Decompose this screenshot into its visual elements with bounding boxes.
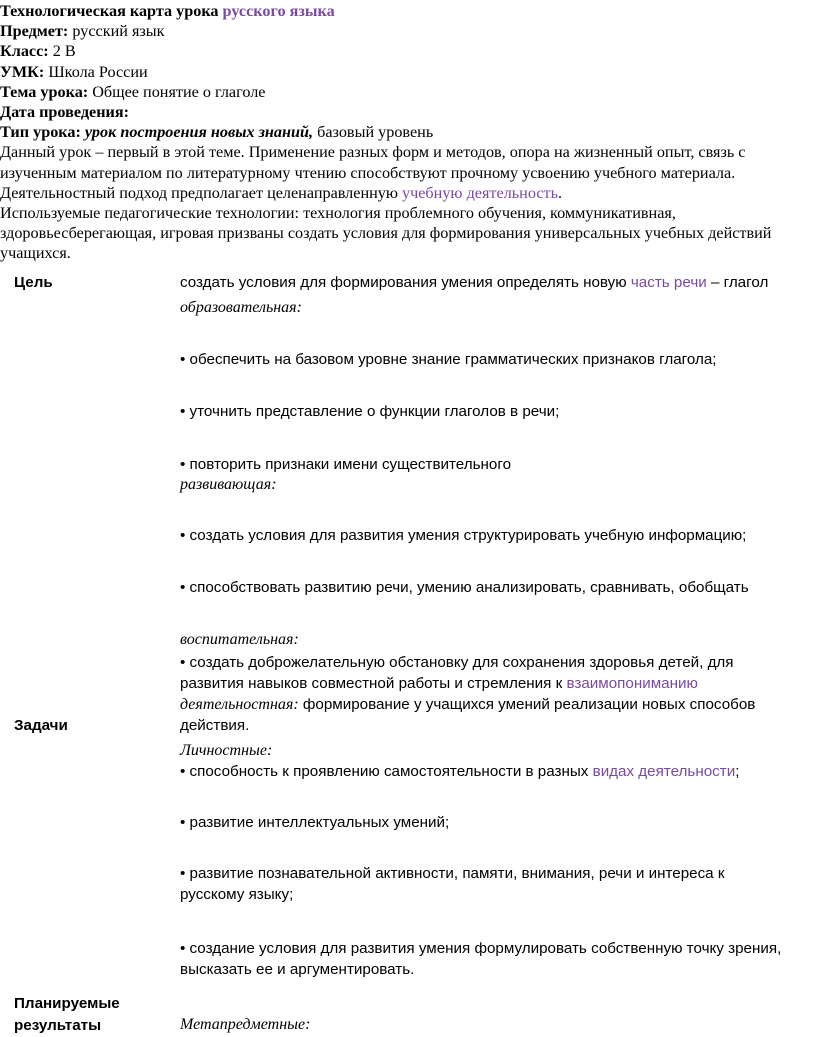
technologies-paragraph: Используемые педагогические технологии: технология проблемного обучения, коммуникативная, здоровьесберегающая, игровая призваны создать условия для формирования универсальных учебных действий учащихся. bbox=[0, 204, 772, 263]
topic-line bbox=[0, 82, 812, 102]
pers-item-3: • развитие познавательной активности, памяти, внимания, речи и интереса к русскому языку; bbox=[180, 863, 780, 905]
topic-value: Общее понятие о глаголе bbox=[92, 82, 266, 101]
goal-text bbox=[180, 272, 812, 293]
grade-value: 2 В bbox=[52, 42, 76, 61]
grade-line bbox=[0, 41, 812, 61]
pers-item-1-text: способность к проявлению самостоятельности в разных bbox=[189, 763, 589, 780]
dev-item-1: • создать условия для развития умения структурировать учебную информацию; bbox=[180, 525, 812, 546]
subject-label: Предмет: bbox=[0, 22, 69, 41]
activity-heading: деятельностная: bbox=[180, 696, 299, 713]
edu-item-2: • уточнить представление о функции глаголов в речи; bbox=[180, 401, 812, 422]
upbringing-heading: воспитательная: bbox=[180, 631, 299, 648]
activity-task bbox=[180, 694, 812, 736]
umk-line bbox=[0, 62, 812, 82]
edu-item-3: • повторить признаки имени существительного bbox=[180, 454, 812, 475]
subject-value: русский язык bbox=[72, 22, 165, 41]
tasks-label: Задачи bbox=[14, 717, 68, 734]
developing-heading: развивающая: bbox=[180, 476, 277, 493]
description-end: . bbox=[557, 183, 563, 202]
description-paragraph bbox=[0, 142, 812, 203]
subject-line bbox=[0, 21, 812, 41]
part-of-speech-link[interactable]: часть речи bbox=[630, 274, 707, 291]
meta-heading: Метапредметные: bbox=[180, 1016, 311, 1033]
learning-activity-link[interactable]: учебную деятельность bbox=[402, 183, 558, 202]
pers-item-1 bbox=[180, 761, 812, 782]
date-label: Дата проведения: bbox=[0, 103, 130, 122]
date-line bbox=[0, 102, 812, 122]
activity-text: формирование у учащихся умений реализации новых способов действия. bbox=[180, 696, 756, 734]
type-label: Тип урока: bbox=[0, 123, 81, 142]
results-label: Планируемые результаты bbox=[14, 995, 120, 1034]
activity-types-link[interactable]: видах деятельности bbox=[592, 763, 736, 780]
pers-item-2: • развитие интеллектуальных умений; bbox=[180, 812, 812, 833]
umk-value: Школа России bbox=[48, 62, 148, 81]
umk-label: УМК: bbox=[0, 62, 45, 81]
title: Технологическая карта урока bbox=[0, 2, 219, 20]
type-value: урок построения новых знаний, bbox=[84, 123, 314, 142]
pers-item-1-end: ; bbox=[735, 763, 740, 780]
pers-item-4: • создание условия для развития умения формулировать собственную точку зрения, высказать ее и аргументировать. bbox=[180, 938, 800, 980]
edu-item-1: • обеспечить на базовом уровне знание грамматических признаков глагола; bbox=[180, 349, 812, 370]
grade-label: Класс: bbox=[0, 42, 49, 61]
upb-item-1-text: создать доброжелательную обстановку для сохранения здоровья детей, для развития навыков совместной работы и стремления к bbox=[180, 654, 734, 692]
personal-heading: Личностные: bbox=[180, 742, 273, 759]
dev-item-2: • способствовать развитию речи, умению анализировать, сравнивать, обобщать bbox=[180, 577, 812, 598]
goal-text-start: создать условия для формирования умения определять новую bbox=[180, 274, 627, 291]
educational-heading: образовательная: bbox=[180, 299, 302, 316]
mutual-understanding-link[interactable]: взаимопониманию bbox=[566, 675, 698, 692]
title-link[interactable]: русского языка bbox=[222, 2, 335, 20]
lesson-header bbox=[0, 1, 812, 264]
description-text: Данный урок – первый в этой теме. Применение разных форм и методов, опора на жизненный опыт, связь с изученным материалом по литературному чтению способствуют прочному усвоению учебного материала. Деятельностный подход предполагает целенаправленную bbox=[0, 143, 746, 202]
type-level: базовый уровень bbox=[317, 123, 434, 142]
topic-label: Тема урока: bbox=[0, 82, 89, 101]
upb-item-1 bbox=[180, 652, 800, 694]
goal-label: Цель bbox=[14, 274, 53, 291]
type-line bbox=[0, 122, 812, 142]
title-line bbox=[0, 1, 812, 21]
goal-text-end: – глагол bbox=[710, 274, 769, 291]
